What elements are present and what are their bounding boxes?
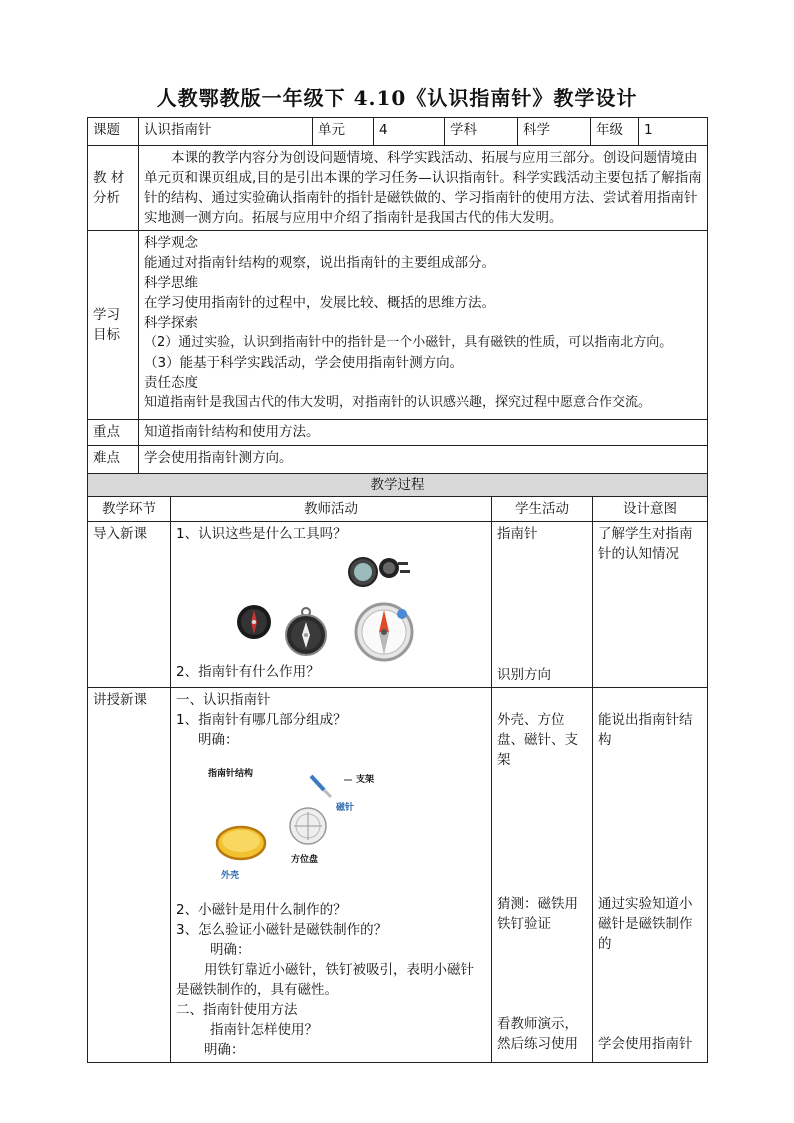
process-section-title: 教学过程 (88, 474, 708, 497)
lecture-intent-2: 通过实验知道小磁针是磁铁制作的 (598, 896, 693, 952)
goal-line: 科学思维 (144, 275, 198, 291)
lecture-teacher (171, 688, 492, 1063)
compasses-image (176, 544, 486, 662)
answer-label: 明确： (198, 732, 239, 748)
lecture-intent-1: 能说出指南针结构 (598, 712, 693, 748)
lecture-intent (593, 688, 708, 1063)
large-compass-icon (356, 604, 412, 660)
lecture-question-4: 指南针怎样使用？ (210, 1022, 318, 1038)
intro-teacher (171, 522, 492, 688)
pocket-compass-icon (286, 608, 326, 655)
analysis-label: 教 材 分析 (88, 146, 139, 231)
goal-line: 科学观念 (144, 235, 198, 251)
intro-question-1: 1、认识这些是什么工具吗？ (176, 526, 347, 542)
lecture-question-2: 2、小磁针是用什么制作的？ (176, 902, 347, 918)
col-header-teacher: 教师活动 (171, 497, 492, 522)
subject-value: 科学 (518, 118, 591, 146)
goal-line: 能通过对指南针结构的观察，说出指南针的主要组成部分。 (144, 255, 495, 271)
black-compass-icon (237, 605, 271, 639)
answer-text: 用铁钉靠近小磁针，铁钉被吸引，表明小磁针是磁铁制作的，具有磁性。 (176, 962, 474, 998)
stage-intro: 导入新课 (88, 522, 171, 688)
lensatic-compass-icon (349, 558, 410, 586)
page-title: 人教鄂教版一年级下 4.10《认识指南针》教学设计 (156, 86, 638, 110)
lecture-student (492, 688, 593, 1063)
goals-label: 学习 目标 (88, 231, 139, 420)
stage-lecture: 讲授新课 (88, 688, 171, 1063)
goal-line: 知道指南针是我国古代的伟大发明，对指南针的认识感兴趣，探究过程中愿意合作交流。 (144, 395, 652, 410)
key-point-text: 知道指南针结构和使用方法。 (139, 420, 708, 446)
intro-student-answer-1: 指南针 (497, 526, 538, 542)
unit-label: 单元 (313, 118, 374, 146)
lecture-question-3: 3、怎么验证小磁针是磁铁制作的？ (176, 922, 388, 938)
goal-line: （2）通过实验，认识到指南针中的指针是一个小磁针，具有磁铁的性质，可以指南北方向。 (144, 335, 673, 350)
col-header-stage: 教学环节 (88, 497, 171, 522)
goal-line: （3）能基于科学实践活动，学会使用指南针测方向。 (144, 355, 464, 371)
lecture-student-answer-3: 看教师演示，然后练习使用 (497, 1016, 578, 1052)
lecture-student-answer-1: 外壳、方位盘、磁针、支架 (497, 712, 578, 768)
intro-question-2: 2、指南针有什么作用？ (176, 664, 320, 680)
label-dial: 方位盘 (291, 855, 319, 865)
lecture-part-2: 二、指南针使用方法 (176, 1002, 298, 1018)
difficulty-label: 难点 (88, 446, 139, 474)
label-bracket: 支架 (356, 775, 375, 785)
intro-student (492, 522, 593, 688)
lesson-info-table (87, 117, 708, 474)
intro-intent: 了解学生对指南针的认知情况 (593, 522, 708, 688)
analysis-text: 本课的教学内容分为创设问题情境、科学实践活动、拓展与应用三部分。创设问题情境由单元页和课页组成,目的是引出本课的学习任务—认识指南针。科学实践活动主要包括了解指南针的结构、通过实验确认指南针的指针是磁铁做的、学习指南针的使用方法、尝试着用指南针实地测一测方向。拓展与应用中介绍了指南针是我国古代的伟大发明。 (139, 146, 708, 231)
intro-student-answer-2: 识别方向 (497, 667, 551, 683)
course-value: 认识指南针 (139, 118, 313, 146)
goals-text (139, 231, 708, 420)
goal-line: 责任态度 (144, 375, 198, 391)
grade-label: 年级 (591, 118, 639, 146)
subject-label: 学科 (445, 118, 518, 146)
lecture-question-1: 1、指南针有哪几部分组成？ (176, 712, 347, 728)
goal-line: 科学探索 (144, 315, 198, 331)
goal-line: 在学习使用指南针的过程中，发展比较、概括的思维方法。 (144, 295, 495, 311)
compass-structure-figure (176, 750, 486, 900)
unit-value: 4 (374, 118, 445, 146)
grade-value: 1 (639, 118, 708, 146)
teaching-process-table (87, 473, 708, 1063)
answer-label-2: 明确： (210, 942, 251, 958)
label-needle: 磁针 (336, 803, 355, 813)
lecture-part-1: 一、认识指南针 (176, 692, 271, 708)
answer-label-3: 明确： (204, 1042, 245, 1058)
lecture-student-answer-2: 猜测：磁铁用铁钉验证 (497, 896, 578, 932)
course-label: 课题 (88, 118, 139, 146)
col-header-intent: 设计意图 (593, 497, 708, 522)
structure-title: 指南针结构 (208, 769, 254, 779)
difficulty-text: 学会使用指南针测方向。 (139, 446, 708, 474)
col-header-student: 学生活动 (492, 497, 593, 522)
lecture-intent-3: 学会使用指南针 (598, 1036, 693, 1052)
label-shell: 外壳 (221, 871, 240, 881)
key-point-label: 重点 (88, 420, 139, 446)
